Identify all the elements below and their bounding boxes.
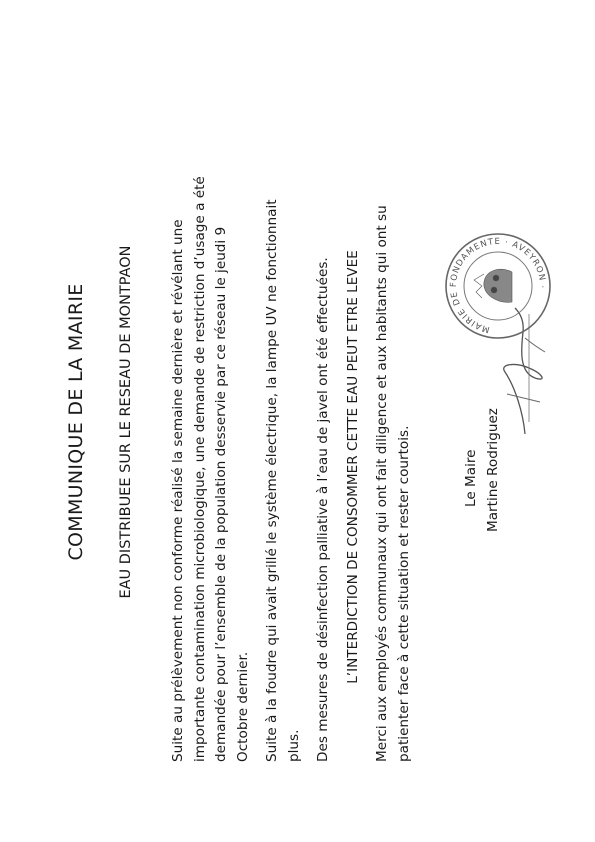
signature-role: Le Maire xyxy=(463,449,479,507)
paragraph-thanks: Merci aux employés communaux qui ont fait diligence et aux habitants qui ont su patienter face à cette situation et rester courtois. xyxy=(374,205,412,762)
paragraph-uv-lamp: Suite à la foudre qui avait grillé le système électrique, la lampe UV ne fonctionnait plus. xyxy=(264,199,302,762)
paragraph-disinfection: Des mesures de désinfection palliative à l’eau de javel ont été effectuées. xyxy=(315,257,331,762)
paragraph-contamination: Suite au prélèvement non conforme réalisé la semaine dernière et révélant une importante contamination microbiologique, une demande de restriction d’usage a été demandée pour l’ensemble de la population desservie par ce réseau le jeudi 9 Octobre dernier. xyxy=(170,176,251,762)
rotated-communique xyxy=(40,42,560,802)
document-body xyxy=(168,172,423,762)
svg-text:MAIRIE DE FONDAMENTE · AVEYRON: MAIRIE DE FONDAMENTE · AVEYRON · xyxy=(448,236,548,335)
municipal-seal-icon xyxy=(442,230,554,342)
signature-name: Martine Rodriguez xyxy=(485,408,501,532)
announcement-line: L’INTERDICTION DE CONSOMMER CETTE EAU PEUT ETRE LEVEE xyxy=(344,250,361,684)
document-title: COMMUNIQUE DE LA MAIRIE xyxy=(65,283,87,561)
document-subtitle: EAU DISTRIBUEE SUR LE RESEAU DE MONTPAON xyxy=(118,245,134,599)
